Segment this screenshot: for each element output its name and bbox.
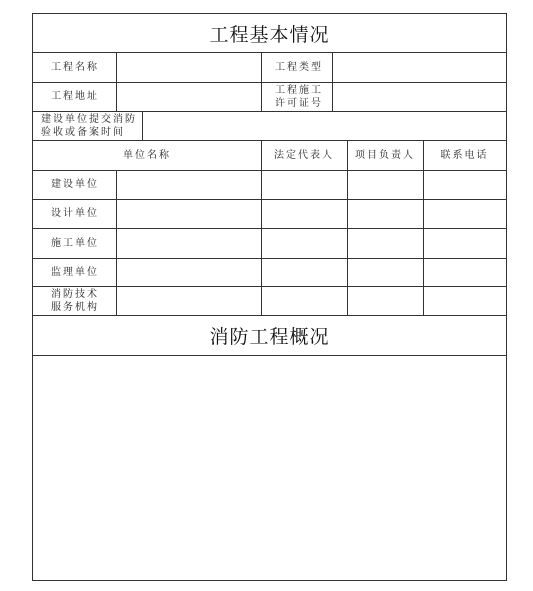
project-address-field[interactable] xyxy=(117,82,261,111)
project-type-field[interactable] xyxy=(333,52,506,82)
project-type-label: 工程类型 xyxy=(275,61,323,73)
permit-label-line: 工程施工 xyxy=(275,84,323,96)
permit-label-line: 许可证号 xyxy=(275,97,323,109)
project-manager-header: 项目负责人 xyxy=(355,149,415,161)
submit-time-field[interactable] xyxy=(143,111,506,140)
permit-number-field[interactable] xyxy=(333,82,506,111)
row-label-fire-tech-service xyxy=(51,286,99,315)
unit-name-header: 单位名称 xyxy=(123,149,171,161)
submit-time-label-line: 建设单位提交消防 xyxy=(41,113,137,125)
row-label-design-unit: 设计单位 xyxy=(51,208,99,219)
project-name-field[interactable] xyxy=(117,52,261,82)
project-address-label: 工程地址 xyxy=(51,91,99,102)
permit-number-label xyxy=(275,82,323,111)
divider xyxy=(33,170,506,171)
legal-rep-header: 法定代表人 xyxy=(274,149,334,161)
overview-content[interactable] xyxy=(33,356,506,580)
divider xyxy=(261,52,262,111)
project-info-form xyxy=(32,13,507,581)
phone-header: 联系电话 xyxy=(440,149,489,161)
project-name-label: 工程名称 xyxy=(51,61,99,73)
divider xyxy=(33,199,506,200)
divider xyxy=(116,170,117,315)
row-label-builder-unit: 施工单位 xyxy=(51,237,99,249)
row-label-line: 消防技术 xyxy=(51,288,99,300)
divider xyxy=(33,286,506,287)
row-label-construction-unit: 建设单位 xyxy=(51,179,99,190)
overview-title: 消防工程概况 xyxy=(209,325,330,348)
submit-time-label-line: 验收或备案时间 xyxy=(41,126,125,138)
row-label-line: 服务机构 xyxy=(51,301,99,313)
basic-info-title: 工程基本情况 xyxy=(209,23,330,46)
row-label-supervision-unit: 监理单位 xyxy=(51,266,99,278)
divider xyxy=(33,258,506,259)
submit-time-label xyxy=(41,111,137,140)
divider xyxy=(33,228,506,229)
